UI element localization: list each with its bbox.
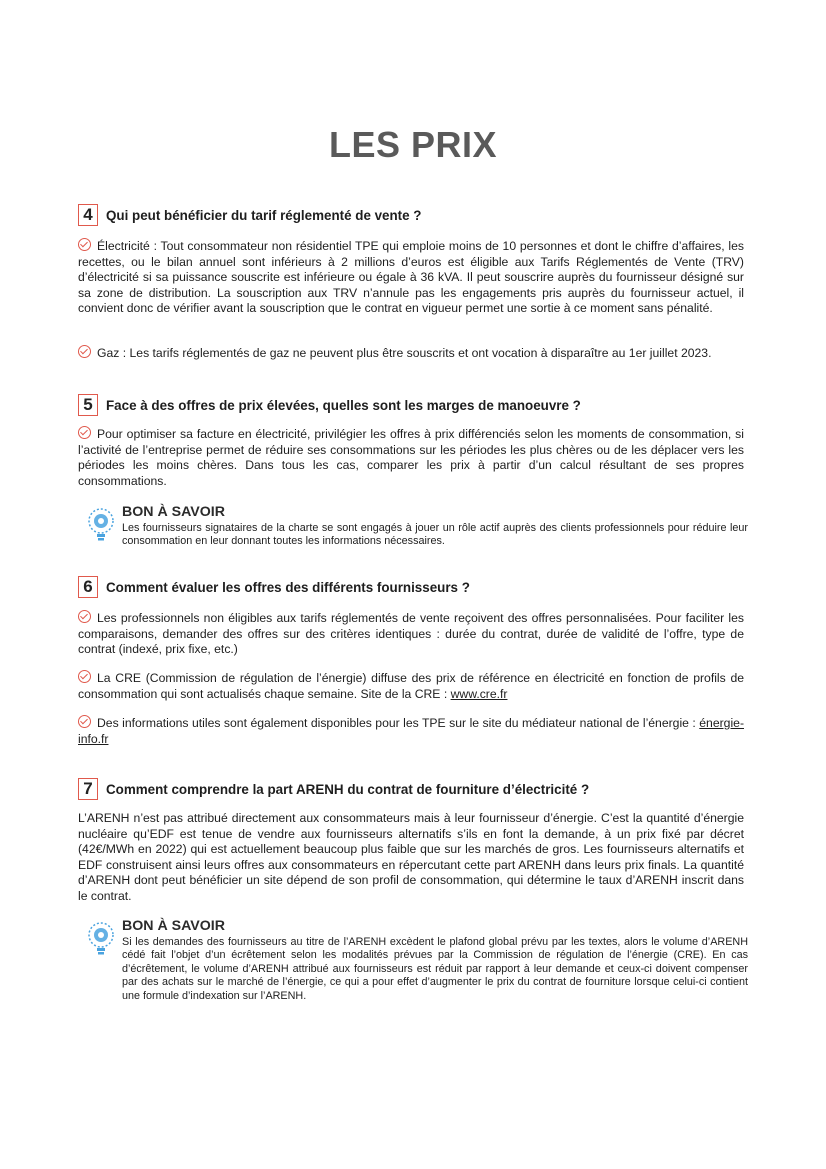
question-title: Face à des offres de prix élevées, quelles sont les marges de manoeuvre ? bbox=[106, 397, 581, 413]
paragraph: Gaz : Les tarifs réglementés de gaz ne peuvent plus être souscrits et ont vocation à disparaître au 1er juillet 2023. bbox=[97, 346, 712, 360]
question-5-answer bbox=[78, 426, 744, 489]
question-4-answer-gaz bbox=[78, 345, 744, 362]
question-4 bbox=[78, 204, 744, 226]
tip-box bbox=[88, 918, 748, 1003]
question-title: Comment évaluer les offres des différents fournisseurs ? bbox=[106, 579, 470, 595]
question-number: 4 bbox=[78, 204, 98, 226]
question-number: 5 bbox=[78, 394, 98, 416]
paragraph: Électricité : Tout consommateur non résidentiel TPE qui emploie moins de 10 personnes et dont le chiffre d’affaires, les recettes, ou le bilan annuel sont inférieurs à 2 millions d’euros est éligible aux Tarifs Réglementés de Vente (TRV) d’électricité si sa puissance souscrite est inférieure ou égale à 36 kVA. Il peut souscrire auprès du fournisseur désigné sur sa zone de distribution. La souscription aux TRV n’annule pas les engagements pris auprès du fournisseur actuel, il convient donc de vérifier avant la souscription que le contrat en vigueur permet une sortie à ce moment sans pénalité. bbox=[78, 239, 744, 316]
page-title: LES PRIX bbox=[328, 124, 498, 165]
check-circle-icon bbox=[78, 610, 91, 623]
lightbulb-icon bbox=[88, 508, 114, 542]
check-circle-icon bbox=[78, 345, 91, 358]
tip-box bbox=[88, 504, 748, 549]
question-6-answer-3 bbox=[78, 715, 744, 747]
question-6-answer-2 bbox=[78, 670, 744, 702]
lightbulb-icon bbox=[88, 922, 114, 956]
paragraph: Les professionnels non éligibles aux tarifs réglementés de vente reçoivent des offres personnalisées. Pour faciliter les comparaisons, demander des offres sur des critères identiques : durée du contrat, durée de validité de l’offre, type de contrat (indexé, prix fixe, etc.) bbox=[78, 611, 744, 657]
question-5 bbox=[78, 394, 744, 416]
check-circle-icon bbox=[78, 670, 91, 683]
question-7 bbox=[78, 778, 744, 800]
check-circle-icon bbox=[78, 426, 91, 439]
tip-title: BON À SAVOIR bbox=[122, 918, 225, 934]
paragraph: La CRE (Commission de régulation de l’énergie) diffuse des prix de référence en électricité en fonction de profils de consommation qui sont actualisés chaque semaine. Site de la CRE : bbox=[78, 671, 744, 701]
question-title: Comment comprendre la part ARENH du contrat de fourniture d’électricité ? bbox=[106, 781, 590, 797]
paragraph: L’ARENH n’est pas attribué directement aux consommateurs mais à leur fournisseur d’énergie. C’est la quantité d’énergie nucléaire qu’EDF est tenue de vendre aux fournisseurs alternatifs s’ils en font la demande, à un prix fixé par décret (42€/MWh en 2022) qui est actuellement beaucoup plus faible que sur les marchés de gros. Les fournisseurs alternatifs et EDF construisent ainsi leurs offres aux consommateurs en répercutant cette part ARENH dans leurs prix finals. La quantité d’ARENH dont peut bénéficier un site dépend de son profil de consommation, qui détermine le taux d’ARENH inscrit dans le contrat. bbox=[78, 811, 744, 903]
tip-text: Les fournisseurs signataires de la charte se sont engagés à jouer un rôle actif auprès des clients professionnels pour réduire leur consommation en leur donnant toutes les informations nécessaires. bbox=[122, 522, 748, 548]
question-4-answer-electricite bbox=[78, 238, 744, 317]
check-circle-icon bbox=[78, 715, 91, 728]
check-circle-icon bbox=[78, 238, 91, 251]
question-6 bbox=[78, 576, 744, 598]
cre-link[interactable]: www.cre.fr bbox=[450, 686, 508, 701]
question-6-answer-1 bbox=[78, 610, 744, 658]
tip-text: Si les demandes des fournisseurs au titre de l’ARENH excèdent le plafond global prévu par les textes, alors le volume d’ARENH cédé fait l’objet d’un écrêtement selon les modalités prévues par la Commission de régulation de l’énergie (CRE). En cas d’écrêtement, le volume d’ARENH attribué aux fournisseurs est réduit par rapport à leur demande et ceux-ci doivent compenser par des achats sur le marché de l’énergie, ce qui a pour effet d’augmenter le prix du contrat de fourniture lorsque celui-ci contient une formule d’indexation sur l’ARENH. bbox=[122, 936, 748, 1002]
tip-title: BON À SAVOIR bbox=[122, 504, 225, 520]
paragraph: Des informations utiles sont également disponibles pour les TPE sur le site du médiateur national de l’énergie : bbox=[97, 716, 700, 730]
question-7-answer bbox=[78, 811, 744, 905]
paragraph: Pour optimiser sa facture en électricité, privilégier les offres à prix différenciés selon les moments de consommation, si l’activité de l’entreprise permet de réduire ses consommations sur les périodes les plus chères ou de les déplacer vers les périodes les moins chères. Dans tous les cas, comparer les prix à partir d’un calcul résultant de ses propres consommations. bbox=[78, 427, 744, 488]
question-number: 7 bbox=[78, 778, 98, 800]
question-number: 6 bbox=[78, 576, 98, 598]
question-title: Qui peut bénéficier du tarif réglementé de vente ? bbox=[106, 207, 422, 223]
energie-info-link[interactable]: énergie-info.fr bbox=[78, 716, 744, 746]
